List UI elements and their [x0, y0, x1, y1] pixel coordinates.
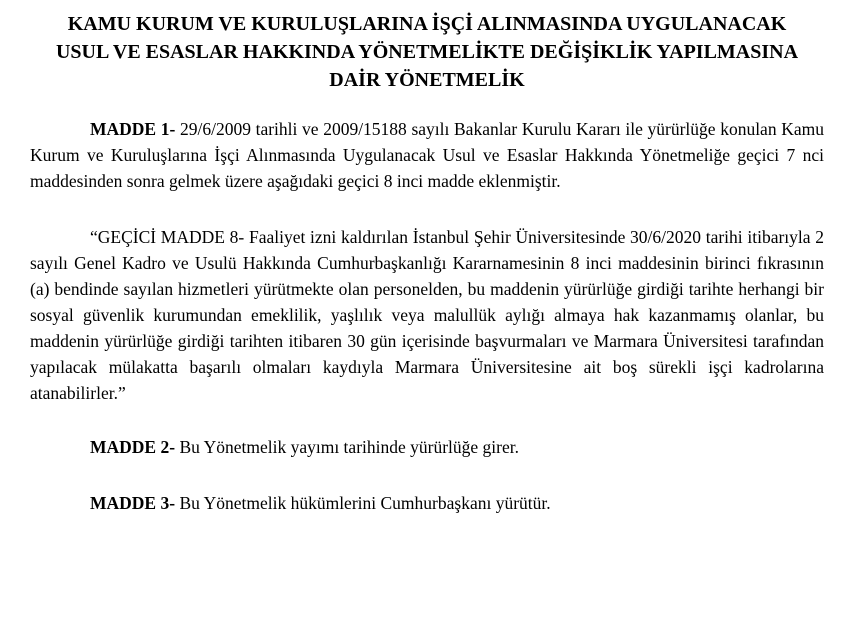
- title-line-2: USUL VE ESASLAR HAKKINDA YÖNETMELİKTE DEĞİŞİKLİK YAPILMASINA: [55, 41, 799, 63]
- article-2-label: MADDE 2-: [90, 437, 176, 457]
- article-1-paragraph: [30, 116, 824, 194]
- article-2-text: Bu Yönetmelik yayımı tarihinde yürürlüğe girer.: [175, 437, 519, 457]
- temporary-article-8-paragraph: [30, 224, 824, 406]
- title-line-3: DAİR YÖNETMELİK: [329, 69, 525, 91]
- article-3-text: Bu Yönetmelik hükümlerini Cumhurbaşkanı yürütür.: [175, 493, 551, 513]
- title-line-1: KAMU KURUM VE KURULUŞLARINA İŞÇİ ALINMASINDA UYGULANACAK: [67, 13, 787, 35]
- article-1-label: MADDE 1-: [90, 119, 176, 139]
- article-1-text: 29/6/2009 tarihli ve 2009/15188 sayılı Bakanlar Kurulu Kararı ile yürürlüğe konulan Kamu Kurum ve Kuruluşlarına İşçi Alınmasında Uygulanacak Usul ve Esaslar Hakkında Yönetmeliğe geçici 7 nci maddesinden sonra gelmek üzere aşağıdaki geçici 8 inci madde eklenmiştir.: [30, 119, 824, 191]
- temporary-article-8-text: “GEÇİCİ MADDE 8- Faaliyet izni kaldırılan İstanbul Şehir Üniversitesinde 30/6/2020 tarihi itibarıyla 2 sayılı Genel Kadro ve Usulü Hakkında Cumhurbaşkanlığı Kararnamesinin 8 inci maddesinin birinci fıkrasının (a) bendinde sayılan hizmetleri yürütmekte olan personelden, bu maddenin yürürlüğe girdiği tarihte herhangi bir sosyal güvenlik kurumundan emeklilik, yaşlılık veya malullük aylığı almaya hak kazanmamış olanlar, bu maddenin yürürlüğe girdiği tarihten itibaren 30 gün içerisinde başvurmaları ve Marmara Üniversitesi tarafından yapılacak mülakatta başarılı olmaları kaydıyla Marmara Üniversitesine ait boş sürekli işçi kadrolarına atanabilirler.”: [30, 227, 824, 403]
- article-3-paragraph: [30, 490, 824, 516]
- article-2-paragraph: [30, 434, 824, 460]
- article-3-label: MADDE 3-: [90, 493, 176, 513]
- document-title: [30, 10, 824, 94]
